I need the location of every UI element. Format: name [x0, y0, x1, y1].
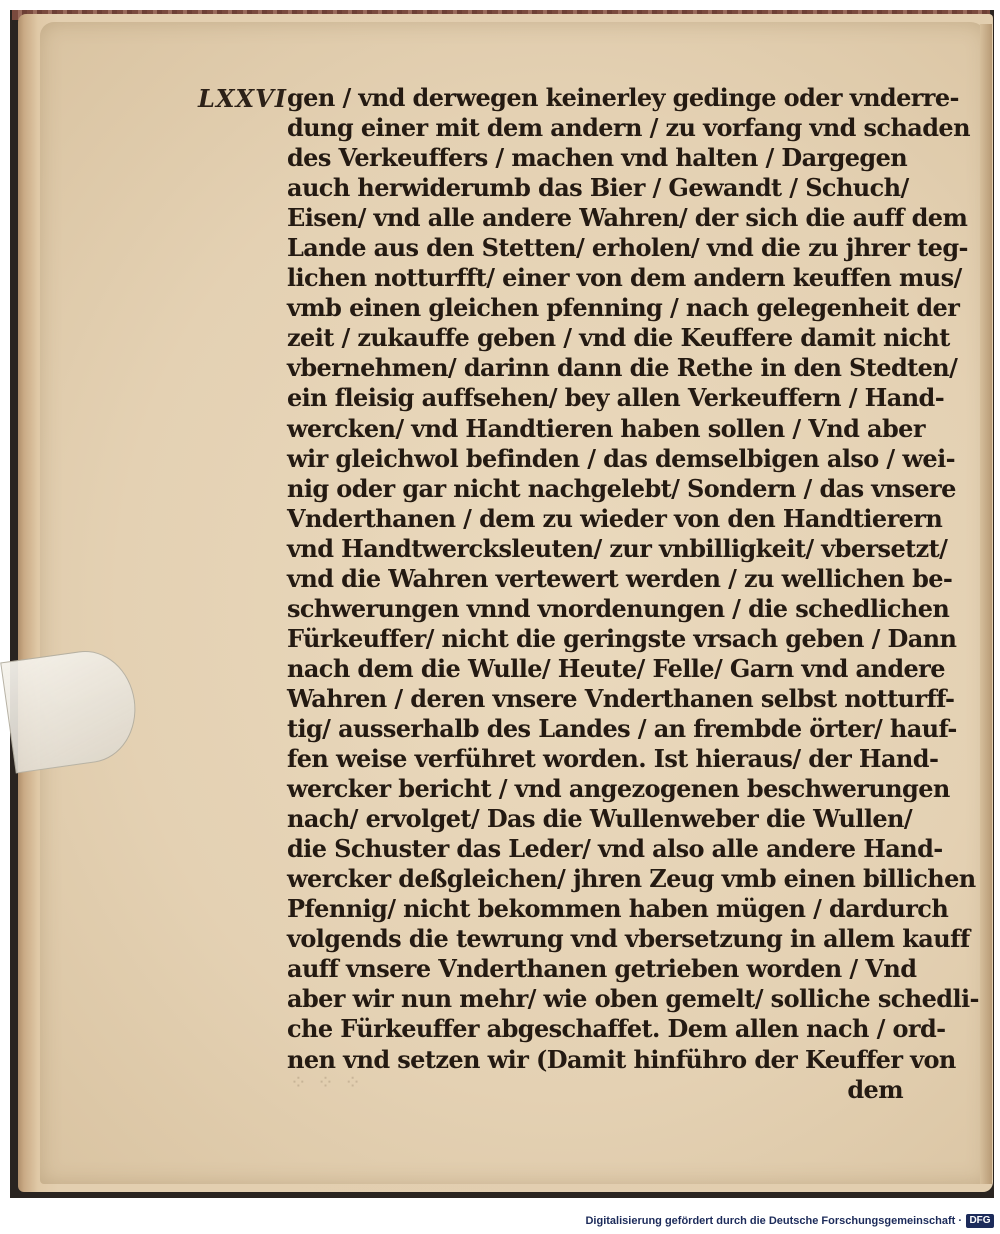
text-line: Wahren / deren vnsere Vnderthanen selbst notturff-: [287, 683, 955, 713]
footer-bar: [0, 1212, 1000, 1234]
dfg-logo-icon: DFG: [966, 1214, 994, 1228]
text-line: aber wir nun mehr/ wie oben gemelt/ solliche schedli-: [287, 984, 979, 1014]
text-line: wercker deßgleichen/ jhren Zeug vmb einen billichen: [287, 864, 976, 894]
folio-number: LXXVI: [198, 84, 287, 113]
text-line: wercker bericht / vnd angezogenen beschwerungen: [287, 774, 950, 804]
text-line: auch herwiderumb das Bier / Gewandt / Schuch/: [287, 173, 909, 203]
text-line: nach/ ervolget/ Das die Wullenweber die Wullen/: [287, 804, 913, 834]
text-line: Pfennig/ nicht bekommen haben mügen / dardurch: [287, 894, 949, 924]
text-line: fen weise verführet worden. Ist hieraus/ der Hand-: [287, 744, 939, 774]
text-block: [287, 83, 979, 1105]
page-right-edge: [980, 24, 992, 1184]
text-line: wercken/ vnd Handtieren haben sollen / Vnd aber: [287, 413, 925, 443]
text-line: vnd Handtwercksleuten/ zur vnbilligkeit/ vbersetzt/: [287, 533, 948, 563]
text-line: nig oder gar nicht nachgelebt/ Sondern / das vnsere: [287, 473, 956, 503]
text-line: volgends die tewrung vnd vbersetzung in allem kauff: [287, 924, 970, 954]
text-line: che Fürkeuffer abgeschaffet. Dem allen nach / ord-: [287, 1014, 946, 1044]
text-line: gen / vnd derwegen keinerley gedinge oder vnderre-: [287, 83, 959, 112]
text-line: auff vnsere Vnderthanen getrieben worden / Vnd: [287, 954, 917, 984]
text-line: lichen notturfft/ einer von dem andern keuffen mus/: [287, 263, 962, 293]
text-line: Fürkeuffer/ nicht die geringste vrsach geben / Dann: [287, 623, 957, 653]
text-line: schwerungen vnnd vnordenungen / die schedlichen: [287, 593, 950, 623]
text-line: Lande aus den Stetten/ erholen/ vnd die zu jhrer teg-: [287, 233, 968, 263]
text-line: des Verkeuffers / machen vnd halten / Dargegen: [287, 143, 908, 173]
text-line: vmb einen gleichen pfenning / nach gelegenheit der: [287, 293, 960, 323]
text-line: zeit / zukauffe geben / vnd die Keuffere damit nicht: [287, 323, 950, 353]
footer-credit: Digitalisierung gefördert durch die Deutsche Forschungsgemeinschaft ·: [585, 1215, 962, 1227]
text-line: ein fleisig auffsehen/ bey allen Verkeuffern / Hand-: [287, 383, 945, 413]
text-line: Vnderthanen / dem zu wieder von den Handtierern: [287, 503, 943, 533]
text-line: nach dem die Wulle/ Heute/ Felle/ Garn vnd andere: [287, 653, 945, 683]
bleed-through-text: ⁘ ⁘ ⁘: [290, 1070, 363, 1094]
text-line: vbernehmen/ darinn dann die Rethe in den Stedten/: [287, 353, 958, 383]
text-line: die Schuster das Leder/ vnd also alle andere Hand-: [287, 834, 943, 864]
text-line: dung einer mit dem andern / zu vorfang vnd schaden: [287, 113, 970, 143]
catchword: dem: [847, 1074, 903, 1104]
text-line: Eisen/ vnd alle andere Wahren/ der sich die auff dem: [287, 203, 968, 233]
text-line: tig/ ausserhalb des Landes / an frembde örter/ hauf-: [287, 713, 957, 743]
text-line: wir gleichwol befinden / das demselbigen also / wei-: [287, 443, 955, 473]
text-line: vnd die Wahren vertewert werden / zu wellichen be-: [287, 563, 953, 593]
text-line: nen vnd setzen wir (Damit hinführo der Keuffer von: [287, 1044, 956, 1074]
